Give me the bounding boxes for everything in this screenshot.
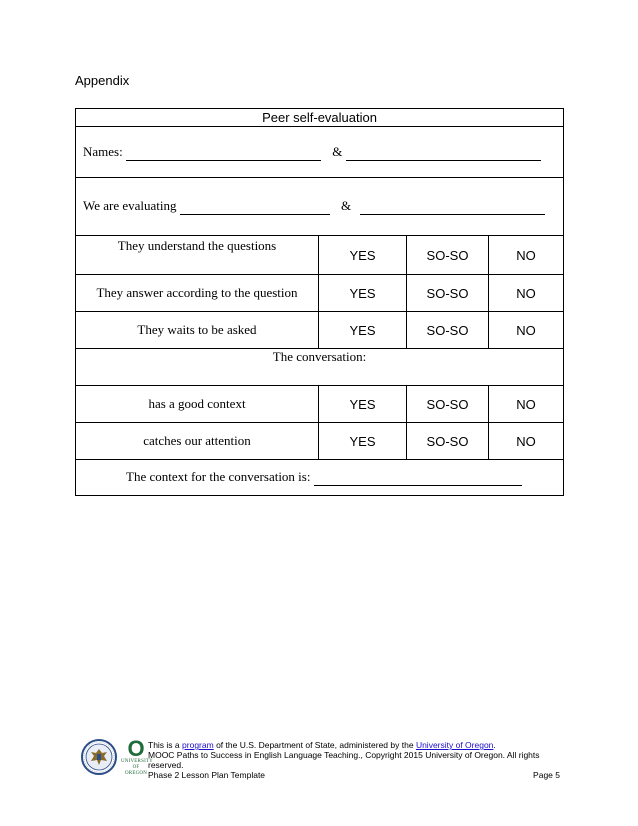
criteria-label: They answer according to the question (76, 275, 319, 312)
page-heading: Appendix (75, 73, 130, 88)
soso-option[interactable]: SO-SO (407, 386, 489, 423)
program-link[interactable]: program (182, 740, 214, 750)
yes-option[interactable]: YES (319, 275, 407, 312)
names-ampersand: & (332, 143, 343, 159)
footer-line-1 (148, 740, 560, 750)
evaluating-row (76, 178, 564, 236)
uo-letter: O (127, 736, 145, 761)
criteria-label: They waits to be asked (76, 312, 319, 349)
soso-option[interactable]: SO-SO (407, 275, 489, 312)
university-of-oregon-link[interactable]: University of Oregon (415, 740, 494, 750)
no-option[interactable]: NO (489, 236, 564, 275)
evaluating-ampersand: & (341, 198, 352, 213)
soso-option[interactable]: SO-SO (407, 423, 489, 460)
evaluating-blank-2[interactable] (360, 198, 545, 215)
names-label: Names: (83, 143, 123, 159)
context-row (76, 460, 564, 496)
criteria-row (76, 312, 564, 349)
uo-line-1: UNIVERSITY (121, 759, 153, 764)
evaluating-blank-1[interactable] (180, 198, 330, 215)
names-blank-2[interactable] (346, 144, 541, 161)
footer-line-2: MOOC Paths to Success in English Language Teaching., Copyright 2015 University of Oregon. All rights reserved. (148, 750, 540, 770)
context-blank[interactable] (314, 469, 522, 486)
table-title: Peer self-evaluation (76, 109, 564, 127)
soso-option[interactable]: SO-SO (407, 236, 489, 275)
uo-line-2: OF OREGON (124, 765, 148, 776)
criteria-row (76, 236, 564, 275)
footer-text: of the U.S. Department of State, administered by the (216, 740, 414, 750)
conversation-criteria-row (76, 386, 564, 423)
conversation-criteria-row (76, 423, 564, 460)
context-label: The context for the conversation is: (126, 469, 311, 484)
no-option[interactable]: NO (489, 423, 564, 460)
names-blank-1[interactable] (126, 144, 321, 161)
state-department-seal-icon (81, 739, 117, 775)
template-name: Phase 2 Lesson Plan Template (148, 770, 266, 780)
yes-option[interactable]: YES (319, 386, 407, 423)
yes-option[interactable]: YES (319, 236, 407, 275)
university-of-oregon-logo (121, 736, 153, 777)
conversation-heading: The conversation: (76, 349, 564, 386)
no-option[interactable]: NO (489, 275, 564, 312)
criteria-row (76, 275, 564, 312)
names-row (76, 127, 564, 178)
criteria-label: catches our attention (76, 423, 319, 460)
yes-option[interactable]: YES (319, 312, 407, 349)
footer-page-line (148, 770, 560, 780)
page-number: Page 5 (533, 770, 560, 780)
yes-option[interactable]: YES (319, 423, 407, 460)
peer-evaluation-table (75, 108, 564, 496)
evaluating-label: We are evaluating (83, 198, 177, 213)
no-option[interactable]: NO (489, 386, 564, 423)
criteria-label: They understand the questions (76, 236, 319, 275)
footer-text: . (493, 740, 496, 750)
criteria-label: has a good context (76, 386, 319, 423)
no-option[interactable]: NO (489, 312, 564, 349)
footer-text: This is a (148, 740, 180, 750)
page-footer (148, 740, 560, 780)
soso-option[interactable]: SO-SO (407, 312, 489, 349)
